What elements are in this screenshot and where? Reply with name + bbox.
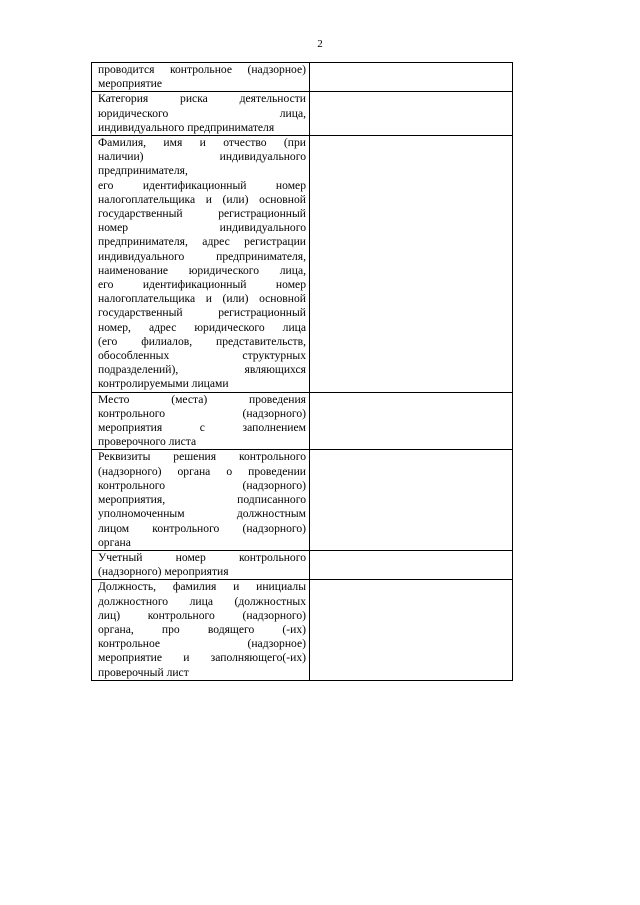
row-inspector-details (92, 580, 513, 680)
row-label-line: контрольное (надзорное) (98, 637, 306, 651)
row-label (92, 92, 310, 136)
row-label-line: предпринимателя, адрес регистрации (98, 235, 306, 249)
row-event-registration-number (92, 550, 513, 579)
row-label-line: юридического лица, (98, 106, 306, 120)
row-label-line: наличии) индивидуального (98, 150, 306, 164)
row-label-line: государственный регистрационный (98, 207, 306, 221)
row-label (92, 450, 310, 550)
row-label-line: проверочного листа (98, 435, 197, 449)
row-label-line: должностного лица (должностных (98, 594, 306, 608)
row-event-location (92, 392, 513, 450)
row-value-field[interactable] (310, 136, 513, 393)
row-label (92, 580, 310, 680)
row-value-field[interactable] (310, 550, 513, 579)
row-event-venue (92, 63, 513, 92)
row-label-line: предпринимателя, (98, 164, 188, 178)
row-label-line: уполномоченным должностным (98, 507, 306, 521)
row-label-line: Реквизиты решения контрольного (98, 450, 306, 464)
row-label-line: (надзорного) органа о проведении (98, 464, 306, 478)
row-label-line: Фамилия, имя и отчество (при (98, 136, 306, 150)
row-value-field[interactable] (310, 580, 513, 680)
row-label-line: (надзорного) мероприятия (98, 565, 229, 579)
row-label-line: государственный регистрационный (98, 306, 306, 320)
row-label-line: проводится контрольное (надзорное) (98, 63, 306, 76)
row-label-line: подразделений), являющихся (98, 363, 306, 377)
row-label-line: контрольного (надзорного) (98, 478, 306, 492)
row-label-line: лицом контрольного (надзорного) (98, 521, 306, 535)
row-label-line: его идентификационный номер (98, 178, 306, 192)
row-value-field[interactable] (310, 392, 513, 450)
row-decision-details (92, 450, 513, 550)
row-label-line: органа (98, 535, 131, 549)
row-label-line: лиц) контрольного (надзорного) (98, 608, 306, 622)
row-value-field[interactable] (310, 63, 513, 92)
row-label-line: проверочный лист (98, 665, 189, 679)
row-label-line: контролируемыми лицами (98, 377, 229, 391)
row-label (92, 136, 310, 393)
row-label-line: мероприятие и заполняющего(-их) (98, 651, 306, 665)
row-label-line: наименование юридического лица, (98, 263, 306, 277)
row-label-line: мероприятия, подписанного (98, 493, 306, 507)
checklist-form-table (91, 62, 513, 681)
row-label-line: обособленных структурных (98, 349, 306, 363)
row-label-line: номер индивидуального (98, 221, 306, 235)
row-label-line: налогоплательщика и (или) основной (98, 192, 306, 206)
row-label (92, 550, 310, 579)
page-number: 2 (317, 38, 323, 50)
row-label-line: Место (места) проведения (98, 392, 306, 406)
row-label-line: органа, про водящего (-их) (98, 622, 306, 636)
row-label-line: мероприятие (98, 77, 163, 91)
row-label-line: контрольного (надзорного) (98, 406, 306, 420)
row-label-line: Должность, фамилия и инициалы (98, 580, 306, 594)
row-label-line: Категория риска деятельности (98, 92, 306, 106)
row-controlled-person-details (92, 136, 513, 393)
row-label-line: (его филиалов, представительств, (98, 334, 306, 348)
row-value-field[interactable] (310, 450, 513, 550)
row-label-line: индивидуального предпринимателя (98, 120, 275, 134)
row-risk-category (92, 92, 513, 136)
row-label-line: мероприятия с заполнением (98, 421, 306, 435)
row-label-line: индивидуального предпринимателя, (98, 249, 306, 263)
row-label (92, 63, 310, 92)
row-value-field[interactable] (310, 92, 513, 136)
row-label-line: налогоплательщика и (или) основной (98, 292, 306, 306)
row-label-line: номер, адрес юридического лица (98, 320, 306, 334)
row-label-line: Учетный номер контрольного (98, 550, 306, 564)
row-label (92, 392, 310, 450)
row-label-line: его идентификационный номер (98, 278, 306, 292)
